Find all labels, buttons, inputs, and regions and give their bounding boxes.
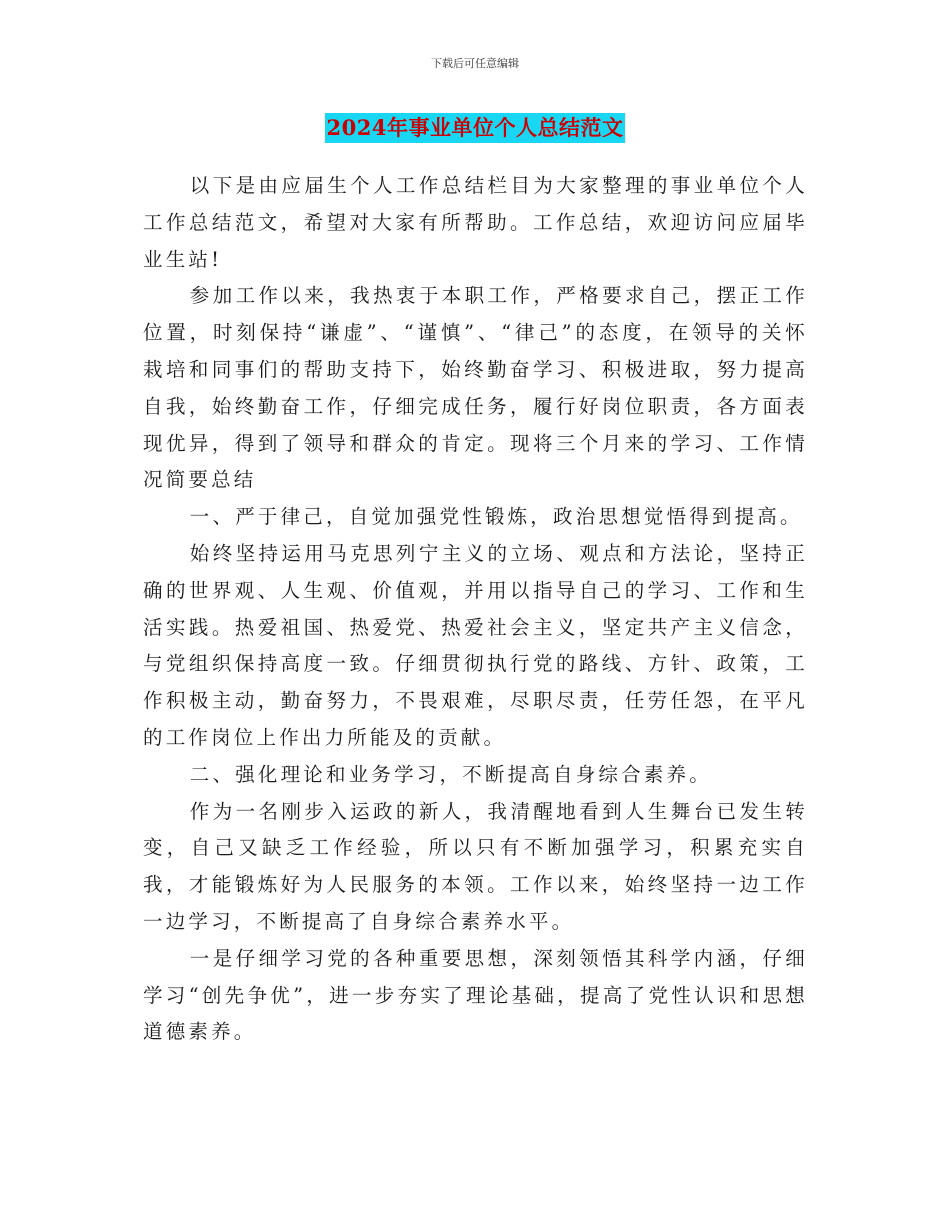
paragraph-intro: 以下是由应届生个人工作总结栏目为大家整理的事业单位个人工作总结范文，希望对大家有所帮助。工作总结，欢迎访问应届毕业生站! xyxy=(143,174,808,271)
paragraph-point-1: 一是仔细学习党的各种重要思想，深刻领悟其科学内涵，仔细学习“创先争优”，进一步夯实了理论基础，提高了党性认识和思想道德素养。 xyxy=(143,946,808,1044)
section-heading-1: 一、严于律己，自觉加强党性锻炼，政治思想觉悟得到提高。 xyxy=(189,505,803,529)
document-title: 2024年事业单位个人总结范文 xyxy=(325,113,626,143)
document-body xyxy=(143,168,808,1051)
section-heading-2: 二、强化理论和业务学习，不断提高自身综合素养。 xyxy=(189,762,712,786)
paragraph-overview: 参加工作以来，我热衷于本职工作，严格要求自己，摆正工作位置，时刻保持“谦虚”、“谨慎”、“律己”的态度，在领导的关怀栽培和同事们的帮助支持下，始终勤奋学习、积极进取，努力提高自我，始终勤奋工作，仔细完成任务，履行好岗位职责，各方面表现优异，得到了领导和群众的肯定。现将三个月来的学习、工作情况简要总结 xyxy=(143,284,808,492)
header-note: 下载后可任意编辑 xyxy=(431,57,519,70)
paragraph-section-1: 始终坚持运用马克思列宁主义的立场、观点和方法论，坚持正确的世界观、人生观、价值观，并用以指导自己的学习、工作和生活实践。热爱祖国、热爱党、热爱社会主义，坚定共产主义信念，与党组织保持高度一致。仔细贯彻执行党的路线、方针、政策，工作积极主动，勤奋努力，不畏艰难，尽职尽责，任劳任怨，在平凡的工作岗位上作出力所能及的贡献。 xyxy=(143,541,808,749)
title-container xyxy=(0,113,950,143)
paragraph-section-2: 作为一名刚步入运政的新人，我清醒地看到人生舞台已发生转变，自己又缺乏工作经验，所以只有不断加强学习，积累充实自我，才能锻炼好为人民服务的本领。工作以来，始终坚持一边工作一边学习，不断提高了自身综合素养水平。 xyxy=(143,799,808,933)
